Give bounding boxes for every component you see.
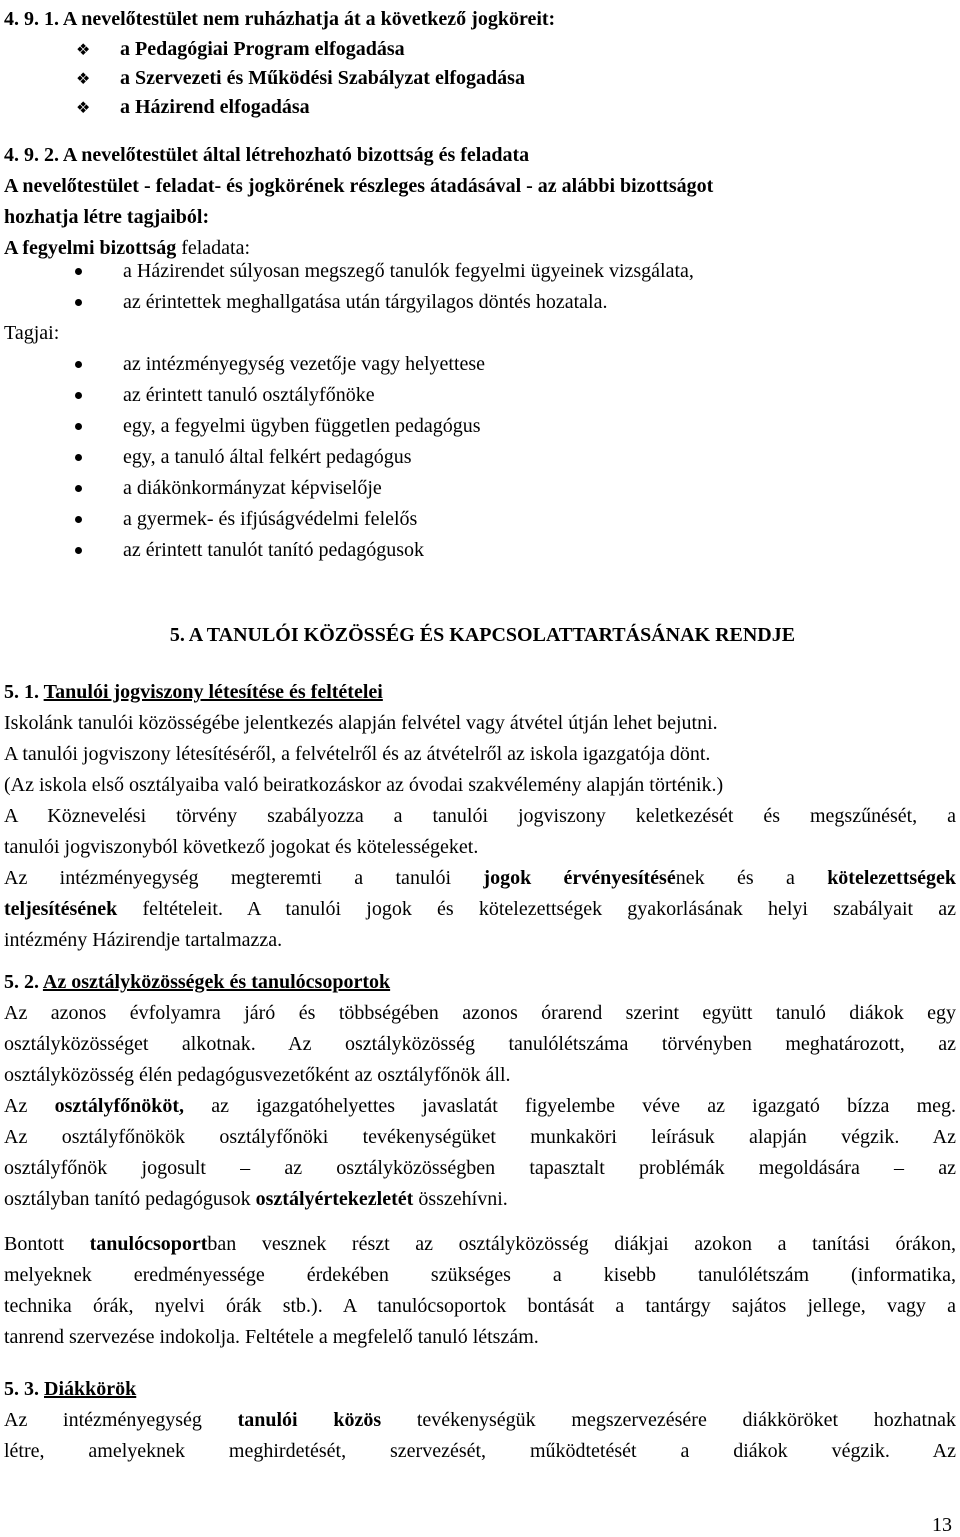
chapter-5-title: 5. A TANULÓI KÖZÖSSÉG ÉS KAPCSOLATTARTÁSÁNAK RENDJE xyxy=(169,624,796,646)
bullet-icon xyxy=(75,299,82,306)
task-label: A fegyelmi bizottság feladata: xyxy=(4,237,251,259)
bullet-icon xyxy=(75,423,82,430)
tasks-list xyxy=(123,256,694,318)
section-5-2 xyxy=(4,967,956,1215)
section-5-1 xyxy=(4,677,956,956)
list-item: az intézményegység vezetője vagy helyettese xyxy=(123,349,485,380)
list-item: a Házirendet súlyosan megszegő tanulók fegyelmi ügyeinek vizsgálata, xyxy=(123,256,694,287)
paragraph-line: intézmény Házirendje tartalmazza. xyxy=(4,929,283,951)
bullet-icon xyxy=(75,392,82,399)
list-item: egy, a tanuló által felkért pedagógus xyxy=(123,442,485,473)
list-item: az érintett tanuló osztályfőnöke xyxy=(123,380,485,411)
list-item: ❖ a Házirend elfogadása xyxy=(120,93,525,122)
list-item: az érintettek meghallgatása után tárgyilagos döntés hozatala. xyxy=(123,287,694,318)
section-4-9-2-intro-line1: A nevelőtestület - feladat- és jogkörének részleges átadásával - az alábbi bizottságot xyxy=(4,175,714,197)
bullet-icon xyxy=(75,454,82,461)
paragraph-line: Az osztályfőnökök osztályfőnöki tevékenységüket munkaköri leírásuk alapján végzik. Az xyxy=(4,1126,956,1148)
paragraph-line: Az azonos évfolyamra járó és többségében azonos órarend szerint együtt tanuló diákok egy xyxy=(4,1002,956,1024)
paragraph-line: osztályközösség élén pedagógusvezetőként az osztályfőnök áll. xyxy=(4,1064,511,1086)
paragraph-line: A tanulói jogviszony létesítéséről, a felvételről és az átvételről az iskola igazgatója dönt. xyxy=(4,743,711,765)
paragraph-line: tanulói jogviszonyból következő jogokat és kötelességeket. xyxy=(4,836,479,858)
bullet-icon xyxy=(75,547,82,554)
paragraph-line: osztályközösséget alkotnak. Az osztályközösség tanulólétszáma törvényben meghatározott, az xyxy=(4,1033,956,1055)
list-item: a diákönkormányzat képviselője xyxy=(123,473,485,504)
section-5-3-heading: 5. 3. Diákkörök xyxy=(4,1378,137,1400)
paragraph-line: Az intézményegység megteremti a tanulói jogok érvényesítésének és a kötelezettségek xyxy=(4,867,957,889)
diamond-bullet-icon: ❖ xyxy=(76,98,91,117)
bullet-icon xyxy=(75,516,82,523)
section-5-1-heading: 5. 1. Tanulói jogviszony létesítése és feltételei xyxy=(4,681,383,703)
section-4-9-2 xyxy=(4,140,956,264)
page-number: 13 xyxy=(932,1514,952,1536)
paragraph-line: A Köznevelési törvény szabályozza a tanulói jogviszony keletkezését és megszűnését, a xyxy=(4,805,956,827)
paragraph-line: Az osztályfőnököt, az igazgatóhelyettes javaslatát figyelembe véve az igazgató bízza meg. xyxy=(4,1095,957,1117)
paragraph-line: osztályban tanító pedagógusok osztályértekezletét összehívni. xyxy=(4,1188,508,1210)
section-5-2-heading: 5. 2. Az osztályközösségek és tanulócsoportok xyxy=(4,971,391,993)
paragraph-line: Iskolánk tanulói közösségébe jelentkezés alapján felvétel vagy átvétel útján lehet bejutni. xyxy=(4,712,718,734)
section-5-3 xyxy=(4,1374,956,1467)
section-4-9-1-list xyxy=(76,35,525,122)
paragraph-line: (Az iskola első osztályaiba való beiratkozáskor az óvodai szakvélemény alapján történik.) xyxy=(4,774,724,796)
paragraph-line: technika órák, nyelvi órák stb.). A tanulócsoportok bontását a tantárgy sajátos jellege, vagy a xyxy=(4,1295,956,1317)
section-5-2-tanulocsoport xyxy=(4,1229,956,1353)
paragraph-line: osztályfőnök jogosult – az osztályközösségben tapasztalt problémák megoldására – az xyxy=(4,1157,956,1179)
paragraph-line: melyeknek eredményessége érdekében szükséges a kisebb tanulólétszám (informatika, xyxy=(4,1264,956,1286)
section-4-9-1-heading: 4. 9. 1. A nevelőtestület nem ruházhatja át a következő jogköreit: xyxy=(4,8,556,30)
bullet-icon xyxy=(75,268,82,275)
list-item: ❖ a Szervezeti és Működési Szabályzat elfogadása xyxy=(120,64,525,93)
list-item: ❖ a Pedagógiai Program elfogadása xyxy=(120,35,525,64)
bullet-icon xyxy=(75,361,82,368)
bullet-icon xyxy=(75,485,82,492)
paragraph-line: Az intézményegység tanulói közös tevékenységük megszervezésére diákköröket hozhatnak xyxy=(4,1409,956,1431)
list-item: a gyermek- és ifjúságvédelmi felelős xyxy=(123,504,485,535)
section-4-9-2-heading: 4. 9. 2. A nevelőtestület által létrehozható bizottság és feladata xyxy=(4,144,530,166)
list-item: az érintett tanulót tanító pedagógusok xyxy=(123,535,485,566)
paragraph-line: létre, amelyeknek meghirdetését, szervezését, működtetését a diákok végzik. Az xyxy=(4,1440,956,1462)
members-label: Tagjai: xyxy=(4,322,60,344)
diamond-bullet-icon: ❖ xyxy=(76,69,91,88)
paragraph-line: teljesítésének feltételeit. A tanulói jogok és kötelezettségek gyakorlásának helyi szabályait az xyxy=(4,898,956,920)
list-item: egy, a fegyelmi ügyben független pedagógus xyxy=(123,411,485,442)
diamond-bullet-icon: ❖ xyxy=(76,40,91,59)
paragraph-line: tanrend szervezése indokolja. Feltétele a megfelelő tanuló létszám. xyxy=(4,1326,539,1348)
members-list xyxy=(123,349,485,566)
section-4-9-2-intro-line2: hozhatja létre tagjaiból: xyxy=(4,206,210,228)
paragraph-line: Bontott tanulócsoportban vesznek részt az osztályközösség diákjai azokon a tanítási órákon, xyxy=(4,1233,957,1255)
